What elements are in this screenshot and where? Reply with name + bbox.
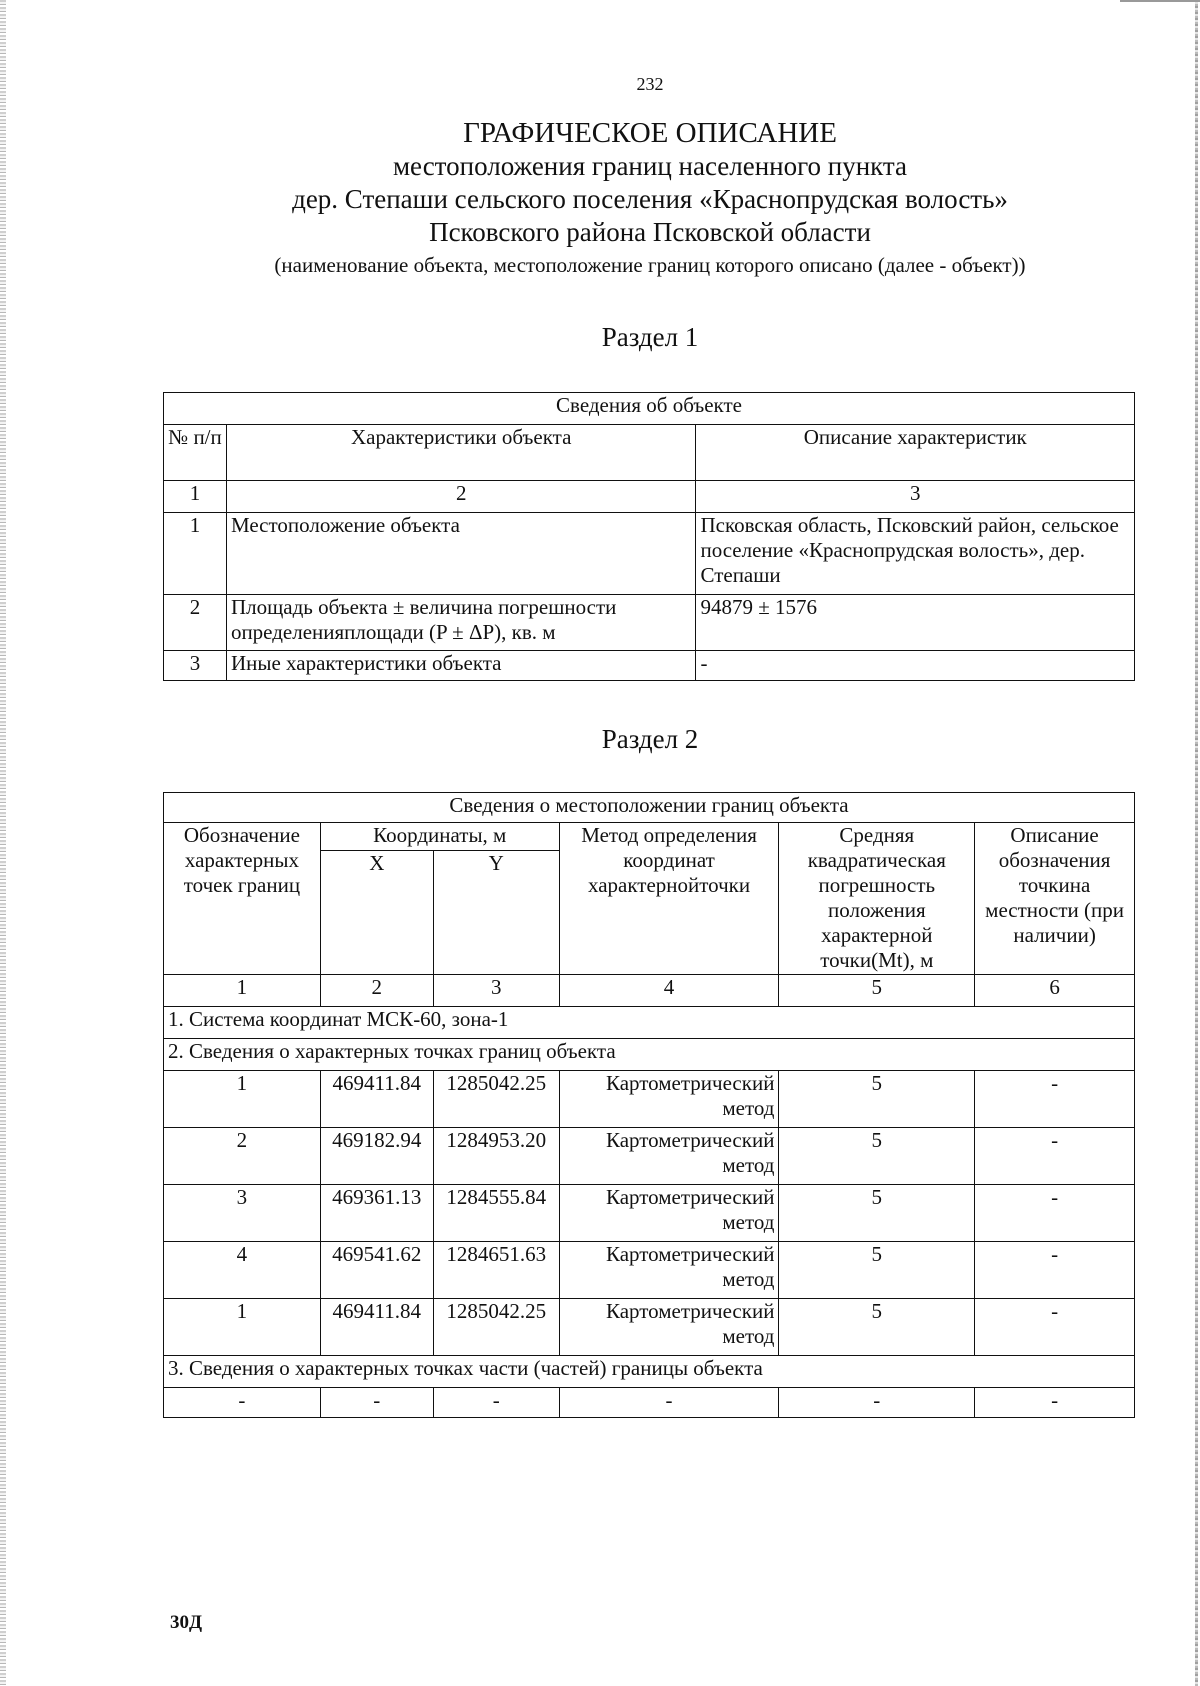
parts-cell: - bbox=[164, 1388, 321, 1418]
header-characteristic: Характеристики объекта bbox=[226, 425, 696, 481]
point-label: 1 bbox=[164, 1071, 321, 1128]
title-main: ГРАФИЧЕСКОЕ ОПИСАНИЕ bbox=[463, 117, 837, 149]
point-label: 2 bbox=[164, 1128, 321, 1185]
table-row bbox=[164, 651, 1135, 681]
row-characteristic: Площадь объекта ± величина погрешности определенияплощади (P ± ΔP), кв. м bbox=[226, 595, 696, 651]
row-description: 94879 ± 1576 bbox=[696, 595, 1135, 651]
point-y: 1284651.63 bbox=[433, 1242, 559, 1299]
parts-cell: - bbox=[779, 1388, 975, 1418]
boundary-points-table bbox=[163, 792, 1135, 1418]
header-description: Описание обозначения точкина местности (при наличии) bbox=[975, 823, 1135, 975]
row-description: Псковская область, Псковский район, сельское поселение «Краснопрудская волость», дер. Степаши bbox=[696, 513, 1135, 595]
parts-cell: - bbox=[975, 1388, 1135, 1418]
point-description: - bbox=[975, 1071, 1135, 1128]
section-1-title: Раздел 1 bbox=[601, 322, 699, 352]
point-method: Картометрический метод bbox=[559, 1185, 779, 1242]
header-x: X bbox=[320, 851, 433, 975]
title-line-2: местоположения границ населенного пункта bbox=[392, 151, 908, 181]
point-method: Картометрический метод bbox=[559, 1242, 779, 1299]
header-num: № п/п bbox=[164, 425, 227, 481]
row-num: 1 bbox=[164, 513, 227, 595]
point-label: 3 bbox=[164, 1185, 321, 1242]
point-y: 1284953.20 bbox=[433, 1128, 559, 1185]
parts-heading-row: 3. Сведения о характерных точках части (частей) границы объекта bbox=[164, 1356, 1135, 1388]
point-method: Картометрический метод bbox=[559, 1128, 779, 1185]
object-info-table bbox=[163, 392, 1135, 681]
table-row bbox=[164, 1299, 1135, 1356]
points-heading-row: 2. Сведения о характерных точках границ объекта bbox=[164, 1039, 1135, 1071]
document-title bbox=[0, 116, 1200, 279]
parts-cell: - bbox=[559, 1388, 779, 1418]
footer-code: 30Д bbox=[170, 1612, 203, 1633]
point-method: Картометрический метод bbox=[559, 1071, 779, 1128]
point-description: - bbox=[975, 1242, 1135, 1299]
col-number: 3 bbox=[696, 481, 1135, 513]
table-row bbox=[164, 1185, 1135, 1242]
point-label: 4 bbox=[164, 1242, 321, 1299]
coord-system-row: 1. Система координат МСК-60, зона-1 bbox=[164, 1007, 1135, 1039]
title-note: (наименование объекта, местоположение границ которого описано (далее - объект)) bbox=[274, 253, 1026, 277]
point-description: - bbox=[975, 1128, 1135, 1185]
header-y: Y bbox=[433, 851, 559, 975]
point-x: 469361.13 bbox=[320, 1185, 433, 1242]
col-number: 6 bbox=[975, 975, 1135, 1007]
row-num: 3 bbox=[164, 651, 227, 681]
point-error: 5 bbox=[779, 1242, 975, 1299]
point-x: 469541.62 bbox=[320, 1242, 433, 1299]
col-number: 2 bbox=[320, 975, 433, 1007]
header-description: Описание характеристик bbox=[696, 425, 1135, 481]
col-number: 3 bbox=[433, 975, 559, 1007]
table-row bbox=[164, 1071, 1135, 1128]
scan-edge-top bbox=[1120, 0, 1200, 2]
table-row bbox=[164, 595, 1135, 651]
point-error: 5 bbox=[779, 1299, 975, 1356]
header-coords: Координаты, м bbox=[320, 823, 559, 851]
table-row bbox=[164, 513, 1135, 595]
col-number: 4 bbox=[559, 975, 779, 1007]
point-y: 1285042.25 bbox=[433, 1299, 559, 1356]
point-x: 469411.84 bbox=[320, 1299, 433, 1356]
table-caption: Сведения о местоположении границ объекта bbox=[164, 793, 1135, 823]
point-y: 1285042.25 bbox=[433, 1071, 559, 1128]
header-error: Средняя квадратическая погрешность положения характерной точки(Mt), м bbox=[779, 823, 975, 975]
col-number: 5 bbox=[779, 975, 975, 1007]
parts-cell: - bbox=[320, 1388, 433, 1418]
point-error: 5 bbox=[779, 1071, 975, 1128]
title-line-3: дер. Степаши сельского поселения «Краснопрудская волость» bbox=[292, 184, 1008, 214]
point-x: 469182.94 bbox=[320, 1128, 433, 1185]
section-2-title: Раздел 2 bbox=[601, 724, 699, 754]
table-row bbox=[164, 1128, 1135, 1185]
row-characteristic: Местоположение объекта bbox=[226, 513, 696, 595]
header-method: Метод определения координат характернойточки bbox=[559, 823, 779, 975]
row-num: 2 bbox=[164, 595, 227, 651]
point-y: 1284555.84 bbox=[433, 1185, 559, 1242]
point-method: Картометрический метод bbox=[559, 1299, 779, 1356]
col-number: 1 bbox=[164, 481, 227, 513]
col-number: 1 bbox=[164, 975, 321, 1007]
table-caption: Сведения об объекте bbox=[164, 393, 1135, 425]
point-error: 5 bbox=[779, 1128, 975, 1185]
point-description: - bbox=[975, 1299, 1135, 1356]
row-characteristic: Иные характеристики объекта bbox=[226, 651, 696, 681]
col-number: 2 bbox=[226, 481, 696, 513]
page-number: 232 bbox=[636, 74, 664, 94]
table-row bbox=[164, 1388, 1135, 1418]
point-description: - bbox=[975, 1185, 1135, 1242]
point-error: 5 bbox=[779, 1185, 975, 1242]
row-description: - bbox=[696, 651, 1135, 681]
table-row bbox=[164, 1242, 1135, 1299]
point-x: 469411.84 bbox=[320, 1071, 433, 1128]
title-line-4: Псковского района Псковской области bbox=[429, 217, 871, 247]
point-label: 1 bbox=[164, 1299, 321, 1356]
header-point-label: Обозначение характерных точек границ bbox=[164, 823, 321, 975]
parts-cell: - bbox=[433, 1388, 559, 1418]
